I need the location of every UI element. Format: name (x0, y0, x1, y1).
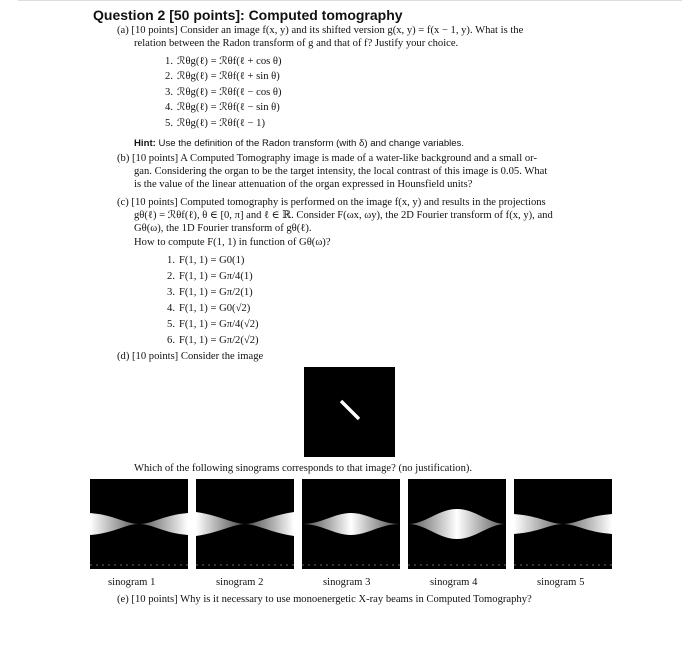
part-c-option-3: 3. F(1, 1) = Gπ/2(1) (167, 287, 253, 298)
sinogram-3-label: sinogram 3 (323, 577, 371, 588)
part-a-text1: Consider an image f(x, y) and its shifted version g(x, y) = f(x − 1, y). What is the (180, 25, 524, 36)
diagonal-line-figure (304, 367, 395, 457)
sinogram-2-label: sinogram 2 (216, 577, 264, 588)
sinogram-1-image (90, 479, 188, 569)
part-c-option-2: 2. F(1, 1) = Gπ/4(1) (167, 271, 253, 282)
part-c-line4: How to compute F(1, 1) in function of Gθ(ω)? (134, 237, 331, 248)
part-c-line3: Gθ(ω), the 1D Fourier transform of gθ(ℓ). (134, 223, 312, 234)
part-d-line1 (117, 351, 263, 364)
sinogram-4-label: sinogram 4 (430, 577, 478, 588)
part-c-label: (c) (117, 197, 129, 208)
sinogram-1-label: sinogram 1 (108, 577, 156, 588)
part-b-points: [10 points] (132, 153, 179, 164)
part-c-option-1: 1. F(1, 1) = G0(1) (167, 255, 245, 266)
part-c-options (163, 253, 259, 349)
part-e-text1: Why is it necessary to use monoenergetic X-ray beams in Computed Tomography? (180, 594, 532, 605)
sinogram-4-image (408, 479, 506, 569)
line-segment-image (304, 367, 395, 457)
hint-text: Use the definition of the Radon transform (with δ) and change variables. (158, 138, 465, 149)
part-d-text1: Consider the image (180, 351, 264, 362)
part-e-label: (e) (117, 594, 129, 605)
part-e-points: [10 points] (131, 594, 178, 605)
sinogram-2-image (196, 479, 294, 569)
part-a-option-1: 1. ℛθg(ℓ) = ℛθf(ℓ + cos θ) (165, 56, 282, 67)
top-edge (18, 0, 682, 1)
sinogram-5-label: sinogram 5 (537, 577, 585, 588)
part-b-line1 (117, 153, 537, 166)
part-c-line2: gθ(ℓ) = ℛθf(ℓ), θ ∈ [0, π] and ℓ ∈ ℝ. Consider F(ωx, ωy), the 2D Fourier transform of f(x, y), and (134, 210, 553, 221)
part-c-option-4: 4. F(1, 1) = G0(√2) (167, 303, 251, 314)
part-c-points: [10 points] (131, 197, 178, 208)
part-a-points: [10 points] (131, 25, 178, 36)
part-c-line1 (117, 197, 546, 210)
sinogram-5-image (514, 479, 612, 569)
part-a-options (161, 54, 282, 131)
part-a-option-5: 5. ℛθg(ℓ) = ℛθf(ℓ − 1) (165, 117, 265, 129)
part-e-line1 (117, 594, 532, 607)
part-b-label: (b) (117, 153, 130, 164)
part-c-option-5: 5. F(1, 1) = Gπ/4(√2) (167, 319, 259, 330)
part-b-line2: gan. Considering the organ to be the target intensity, the local contrast of this image is 0.05. What (134, 166, 548, 177)
part-c-text1: Computed tomography is performed on the image f(x, y) and results in the projections (180, 197, 546, 208)
part-a-line1 (117, 25, 523, 38)
part-a-option-4: 4. ℛθg(ℓ) = ℛθf(ℓ − sin θ) (165, 102, 280, 114)
question-title: Question 2 [50 points]: Computed tomography (93, 7, 403, 23)
part-d-points: [10 points] (132, 351, 179, 362)
part-a-label: (a) (117, 25, 129, 36)
part-d-label: (d) (117, 351, 130, 362)
part-b-text1: A Computed Tomography image is made of a water-like background and a small or- (180, 153, 537, 164)
part-a-hint (134, 138, 464, 149)
sinogram-3-image (302, 479, 400, 569)
part-b-line3: is the value of the linear attenuation of the organ expressed in Hounsfield units? (134, 179, 473, 190)
sinogram-row (90, 479, 610, 569)
part-a-option-2: 2. ℛθg(ℓ) = ℛθf(ℓ + sin θ) (165, 71, 280, 83)
part-a-option-3: 3. ℛθg(ℓ) = ℛθf(ℓ − cos θ) (165, 86, 282, 98)
part-d-question: Which of the following sinograms corresponds to that image? (no justification). (134, 463, 473, 474)
hint-label: Hint: (134, 138, 156, 149)
part-c-option-6: 6. F(1, 1) = Gπ/2(√2) (167, 335, 259, 346)
part-a-line2: relation between the Radon transform of g and that of f? Justify your choice. (134, 38, 459, 49)
